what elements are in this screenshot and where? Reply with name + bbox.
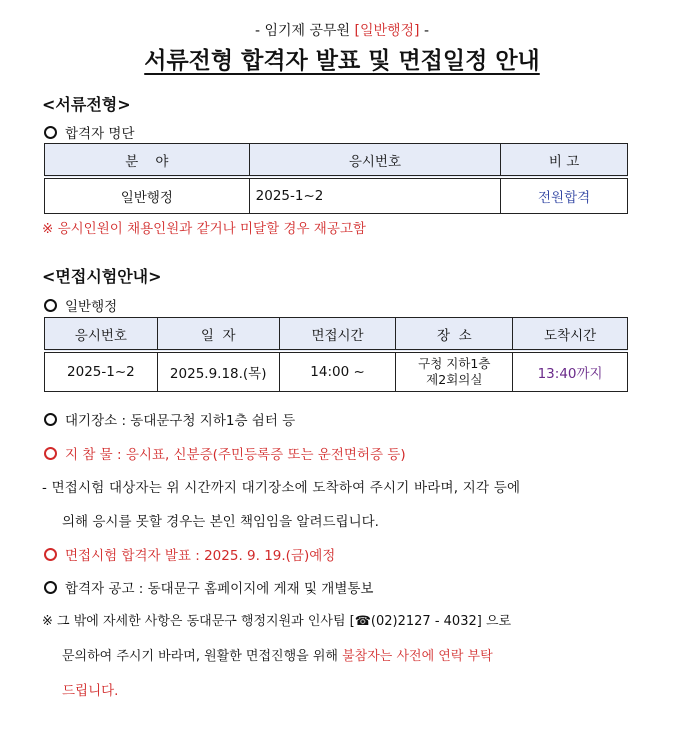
waiting-place-text: 대기장소 : 동대문구청 지하1층 쉼터 등 bbox=[65, 413, 296, 429]
cell-arrival: 13:40까지 bbox=[513, 351, 628, 392]
publish-notice bbox=[44, 577, 373, 597]
circle-bullet-icon bbox=[44, 126, 57, 139]
contact-notice-line2 bbox=[62, 645, 493, 664]
circle-bullet-icon bbox=[44, 581, 57, 594]
column-header-field: 분 야 bbox=[45, 144, 250, 178]
document-item bbox=[44, 122, 135, 142]
column-header-number: 응시번호 bbox=[249, 144, 501, 178]
waiting-place-notice bbox=[44, 409, 295, 429]
column-header-time: 면접시간 bbox=[279, 318, 396, 352]
cell-date: 2025.9.18.(목) bbox=[157, 351, 279, 392]
items-to-bring-text: 지 참 물 : 응시표, 신분증(주민등록증 또는 운전면허증 등) bbox=[65, 447, 406, 463]
cell-number: 2025-1~2 bbox=[249, 177, 501, 214]
publish-text: 합격자 공고 : 동대문구 홈페이지에 게재 및 개별통보 bbox=[65, 581, 374, 597]
table-row bbox=[45, 351, 628, 392]
cell-field: 일반행정 bbox=[45, 177, 250, 214]
document-title-text: 서류전형 합격자 발표 및 면접일정 안내 bbox=[144, 48, 540, 74]
result-announcement-text: 면접시험 합격자 발표 : 2025. 9. 19.(금)예정 bbox=[65, 548, 336, 564]
subtitle-suffix: - bbox=[419, 23, 430, 39]
cell-remark: 전원합격 bbox=[501, 177, 628, 214]
document-title bbox=[0, 42, 684, 75]
circle-bullet-icon bbox=[44, 548, 57, 561]
interview-schedule-table bbox=[44, 317, 628, 392]
interview-item bbox=[44, 295, 117, 315]
cell-place: 구청 지하1층 제2회의실 bbox=[396, 351, 513, 392]
table-header-row bbox=[45, 318, 628, 352]
circle-bullet-icon bbox=[44, 413, 57, 426]
re-announcement-note: ※ 응시인원이 채용인원과 같거나 미달할 경우 재공고함 bbox=[42, 221, 366, 237]
column-header-number: 응시번호 bbox=[45, 318, 158, 352]
arrival-notice-line1: - 면접시험 대상자는 위 시간까지 대기장소에 도착하여 주시기 바라며, 지각 등에 bbox=[42, 480, 521, 496]
circle-bullet-icon bbox=[44, 447, 57, 460]
column-header-arrival: 도착시간 bbox=[513, 318, 628, 352]
section-heading-interview: <면접시험안내> bbox=[42, 267, 162, 286]
arrival-notice-line2: 의해 응시를 못할 경우는 본인 책임임을 알려드립니다. bbox=[62, 514, 379, 530]
circle-bullet-icon bbox=[44, 299, 57, 312]
document-subtitle bbox=[0, 20, 684, 40]
table-header-row bbox=[45, 144, 628, 178]
contact-line2-text: 문의하여 주시기 바라며, 원활한 면접진행을 위해 bbox=[62, 649, 343, 664]
subtitle-highlight: [일반행정] bbox=[354, 23, 420, 39]
contact-line2-emphasis: 불참자는 사전에 연락 부탁 bbox=[342, 649, 493, 664]
subtitle-prefix: - 임기제 공무원 bbox=[254, 23, 355, 39]
cell-time: 14:00 ~ bbox=[279, 351, 396, 392]
column-header-place: 장 소 bbox=[396, 318, 513, 352]
interview-item-label: 일반행정 bbox=[65, 299, 118, 315]
cell-number: 2025-1~2 bbox=[45, 351, 158, 392]
result-announcement-notice bbox=[44, 544, 335, 564]
document-item-label: 합격자 명단 bbox=[65, 126, 135, 142]
document-result-table bbox=[44, 143, 628, 214]
column-header-remark: 비 고 bbox=[501, 144, 628, 178]
table-row bbox=[45, 177, 628, 214]
contact-notice-line1: ※ 그 밖에 자세한 사항은 동대문구 행정지원과 인사팀 [☎(02)2127 - 4032] 으로 bbox=[42, 614, 512, 629]
column-header-date: 일 자 bbox=[157, 318, 279, 352]
contact-notice-line3: 드립니다. bbox=[62, 683, 119, 699]
section-heading-document: <서류전형> bbox=[42, 95, 131, 114]
items-to-bring-notice bbox=[44, 443, 406, 463]
